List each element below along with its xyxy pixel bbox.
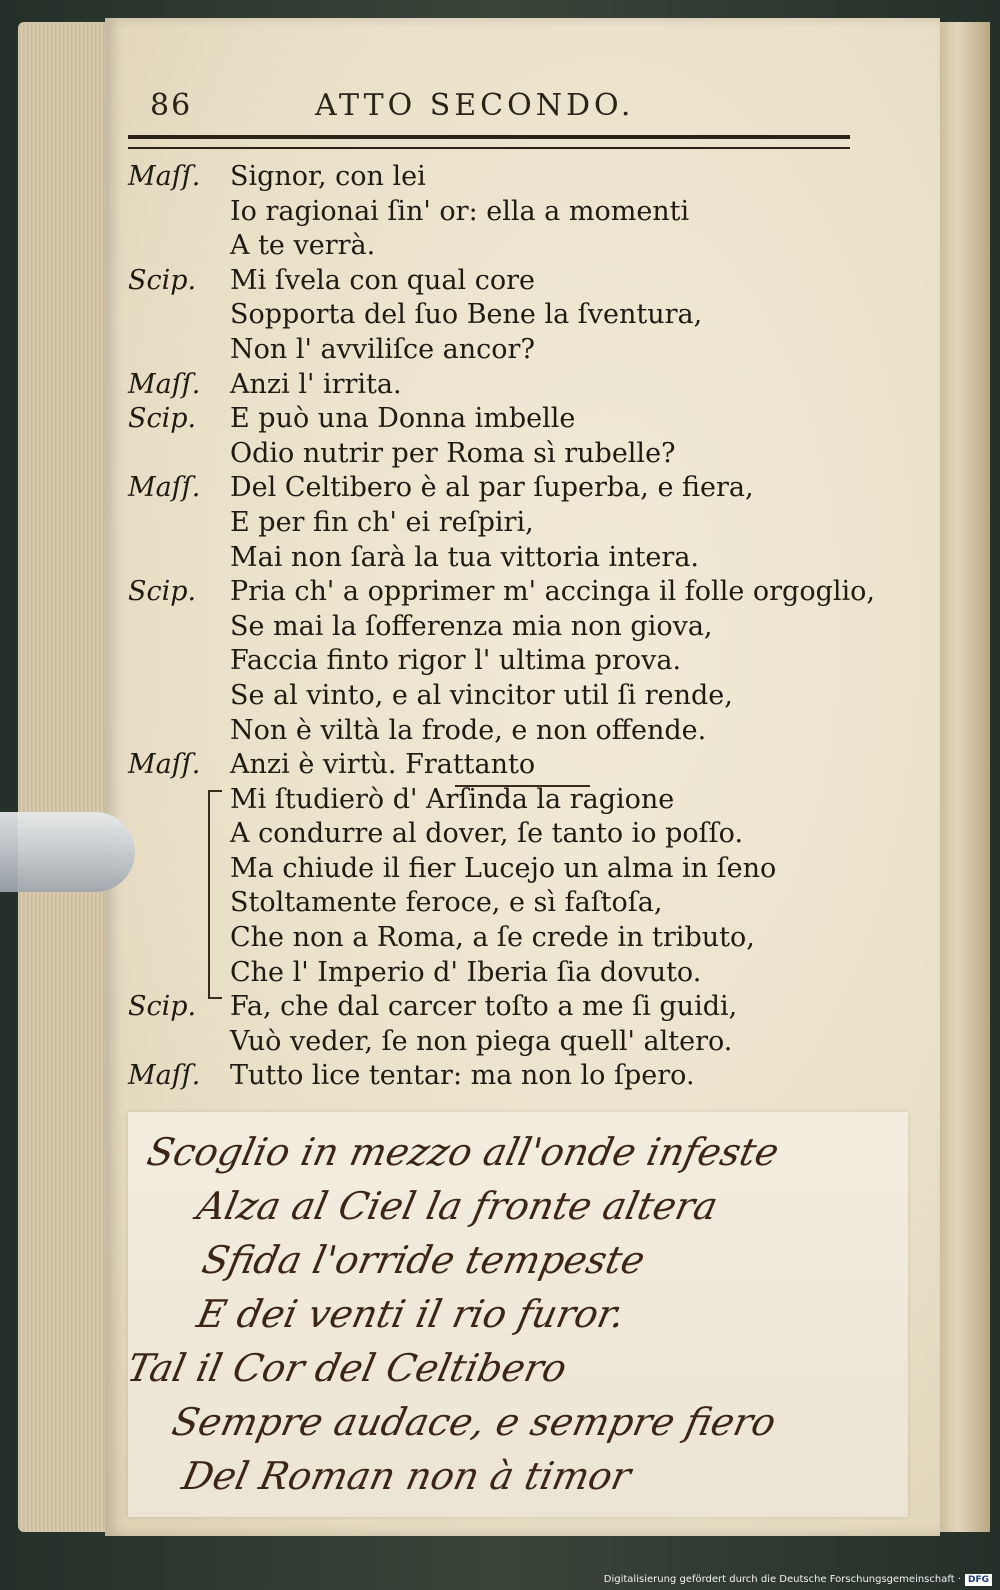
text-line: [128, 1059, 848, 1094]
verse-text: A te verrà.: [230, 230, 376, 262]
verse-text: Ma chiude il fier Lucejo un alma in ſeno: [230, 852, 777, 884]
credit-text: Digitalisierung gefördert durch die Deutsche Forschungsgemeinschaft ·: [603, 1574, 961, 1585]
text-line: [128, 714, 848, 749]
text-line: [128, 748, 848, 783]
speaker-label: Scip.: [128, 403, 197, 435]
text-line: [128, 471, 848, 506]
verse-text: E per fin ch' ei reſpiri,: [230, 506, 534, 538]
next-page-edge: [935, 22, 990, 1532]
text-line: [128, 333, 848, 368]
running-title: ATTO SECONDO.: [315, 88, 635, 123]
text-line: [128, 990, 848, 1025]
text-line: [128, 886, 848, 921]
handwritten-line: Tal il Cor del Celtibero: [123, 1346, 571, 1390]
text-line: [128, 264, 848, 299]
verse-text: Che non a Roma, a ſe crede in tributo,: [230, 922, 755, 954]
text-line: [128, 783, 848, 818]
digitization-credit: [600, 1572, 992, 1588]
speaker-label: Scip.: [128, 991, 197, 1023]
verse-text: Stoltamente feroce, e sì faſtoſa,: [230, 887, 663, 919]
text-line: [128, 679, 848, 714]
verse-text: Del Celtibero è al par ſuperba, e fiera,: [230, 472, 754, 504]
verse-text: Pria ch' a opprimer m' accinga il folle orgoglio,: [230, 576, 875, 608]
verse-text: Io ragionai ſin' or: ella a momenti: [230, 195, 690, 227]
text-line: [128, 437, 848, 472]
header-rule: [128, 135, 850, 149]
text-line: [128, 229, 848, 264]
verse-text: Non l' avviliſce ancor?: [230, 333, 535, 365]
text-line: [128, 644, 848, 679]
verse-text: Che l' Imperio d' Iberia ſia dovuto.: [230, 956, 702, 988]
speaker-label: Maſſ.: [128, 749, 201, 781]
page-stack-edge: [18, 22, 113, 1532]
verse-text: Mai non ſarà la tua vittoria intera.: [230, 541, 699, 573]
verse-text: Non è viltà la frode, e non offende.: [230, 714, 707, 746]
verse-text: Faccia finto rigor l' ultima prova.: [230, 645, 682, 677]
verse-text: Mi ſvela con qual core: [230, 264, 536, 296]
speaker-label: Maſſ.: [128, 368, 201, 400]
scanner-finger: [0, 812, 135, 892]
verse-text: Sopporta del ſuo Bene la ſventura,: [230, 299, 703, 331]
text-line: [128, 852, 848, 887]
verse-text: Mi ſtudierò d' Arſinda la ragione: [230, 783, 675, 815]
text-line: [128, 160, 848, 195]
verse-text: Se mai la ſofferenza mia non giova,: [230, 610, 713, 642]
dialogue-text: [128, 160, 875, 1094]
speaker-label: Maſſ.: [128, 161, 201, 192]
text-line: [128, 402, 848, 437]
verse-text: E può una Donna imbelle: [230, 403, 576, 435]
text-line: [128, 817, 848, 852]
verse-text: A condurre al dover, ſe tanto io poſſo.: [230, 818, 744, 850]
verse-text: Se al vinto, e al vincitor util ſi rende,: [230, 679, 733, 711]
text-line: [128, 1025, 848, 1060]
text-line: [128, 610, 848, 645]
text-line: [128, 956, 848, 991]
underline-mark: [455, 785, 590, 787]
speaker-label: Maſſ.: [128, 1060, 201, 1092]
text-line: [128, 298, 848, 333]
verse-text: Tutto lice tentar: ma non lo ſpero.: [230, 1060, 695, 1092]
text-line: [128, 541, 848, 576]
dfg-logo: DFG: [965, 1574, 992, 1586]
verse-text: Vuò veder, ſe non piega quell' altero.: [230, 1025, 733, 1057]
verse-text: Signor, con lei: [230, 161, 426, 192]
text-line: [128, 368, 848, 403]
handwritten-line: Alza al Ciel la fronte altera: [193, 1184, 722, 1228]
page-number: 86: [150, 88, 193, 123]
verse-text: Anzi è virtù. Frattanto: [230, 749, 536, 781]
verse-text: Anzi l' irrita.: [230, 368, 402, 400]
verse-text: Odio nutrir per Roma sì rubelle?: [230, 437, 676, 469]
handwritten-line: Sfida l'orride tempeste: [198, 1238, 649, 1282]
verse-text: Fa, che dal carcer toſto a me ſi guidi,: [230, 991, 738, 1023]
text-line: [128, 195, 848, 230]
handwritten-line: Del Roman non à timor: [178, 1454, 635, 1498]
speaker-label: Scip.: [128, 264, 197, 296]
speaker-label: Scip.: [128, 576, 197, 608]
text-line: [128, 506, 848, 541]
text-line: [128, 575, 875, 610]
text-line: [128, 921, 848, 956]
handwritten-line: E dei venti il rio furor.: [193, 1292, 629, 1336]
speaker-label: Maſſ.: [128, 472, 201, 504]
handwritten-note: [123, 1112, 908, 1517]
handwritten-line: Sempre audace, e sempre fiero: [168, 1400, 780, 1444]
margin-bracket-mark: [208, 790, 222, 999]
handwritten-line: Scoglio in mezzo all'onde infeste: [143, 1130, 783, 1174]
page-header: [150, 88, 850, 128]
